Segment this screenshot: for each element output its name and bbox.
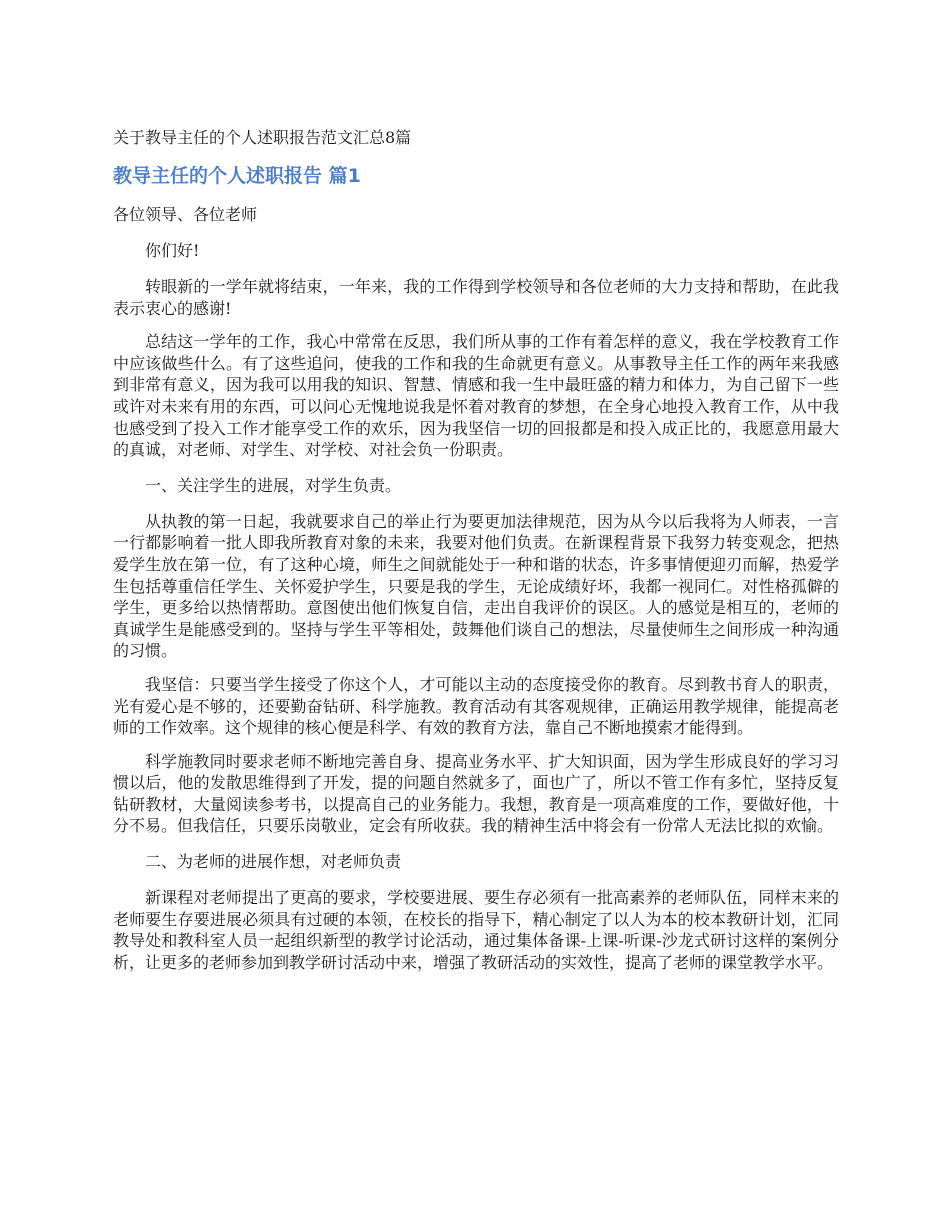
paragraph-new-curriculum: 新课程对老师提出了更高的要求，学校要进展、要生存必须有一批高素养的老师队伍，同样末来的老师要生存要进展必须具有过硬的本领，在校长的指导下，精心制定了以人为本的校本教研计划，汇同教导处和教科室人员一起组织新型的教学讨论活动，通过集体备课-上课-听课-沙龙式研讨这样的案例分析，让更多的老师参加到教学研讨活动中来，增强了教研活动的实效性，提高了老师的课堂教学水平。 — [113, 888, 839, 972]
paragraph-scientific-teaching: 科学施教同时要求老师不断地完善自身、提高业务水平、扩大知识面，因为学生形成良好的学习习惯以后，他的发散思维得到了开发，提的问题自然就多了，面也广了，所以不管工作有多忙，坚持反复钻研教材，大量阅读参考书，以提高自己的业务能力。我想，教育是一项高难度的工作，要做好他，十分不易。但我信任，只要乐岗敬业，定会有所收获。我的精神生活中将会有一份常人无法比拟的欢愉。 — [113, 751, 839, 836]
document-title: 关于教导主任的个人述职报告范文汇总8篇 — [113, 128, 412, 147]
paragraph-belief: 我坚信：只要当学生接受了你这个人，才可能以主动的态度接受你的教育。尽到教书育人的职责，光有爱心是不够的，还要勤奋钻研、科学施教。教育活动有其客观规律，正确运用教学规律，能提高老师的工作效率。这个规律的核心便是科学、有效的教育方法，靠自己不断地摸索才能得到。 — [113, 674, 839, 738]
subheading-teachers: 二、为老师的进展作想，对老师负责 — [145, 852, 402, 872]
document-page — [113, 124, 839, 985]
paragraph-thanks: 转眼新的一学年就将结束，一年来，我的工作得到学校领导和各位老师的大力支持和帮助，在此我表示衷心的感谢! — [113, 277, 839, 318]
salutation: 各位领导、各位老师 — [113, 205, 258, 224]
greeting-paragraph: 你们好! — [145, 241, 200, 260]
section-heading: 教导主任的个人述职报告 篇1 — [113, 165, 361, 187]
subheading-students: 一、关注学生的进展，对学生负责。 — [145, 475, 402, 495]
paragraph-reflection: 总结这一学年的工作，我心中常常在反思，我们所从事的工作有着怎样的意义，我在学校教育工作中应该做些什么。有了这些追问，使我的工作和我的生命就更有意义。从事教导主任工作的两年来我感到非常有意义，因为我可以用我的知识、智慧、情感和我一生中最旺盛的精力和体力，为自己留下一些或许对未来有用的东西，可以问心无愧地说我是怀着对教育的梦想，在全身心地投入教育工作，从中我也感受到了投入工作才能享受工作的欢乐，因为我坚信一切的回报都是和投入成正比的，我愿意用最大的真诚，对老师、对学生、对学校、对社会负一份职责。 — [113, 332, 839, 460]
paragraph-conduct: 从执教的第一日起，我就要求自己的举止行为要更加法律规范，因为从今以后我将为人师表，一言一行都影响着一批人即我所教育对象的未来，我要对他们负责。在新课程背景下我努力转变观念，把热爱学生放在第一位，有了这种心境，师生之间就能处于一种和谐的状态，许多事情便迎刃而解，热爱学生包括尊重信任学生、关怀爱护学生，只要是我的学生，无论成绩好坏，我都一视同仁。对性格孤僻的学生，更多给以热情帮助。意图使出他们恢复自信，走出自我评价的误区。人的感觉是相互的，老师的真诚学生是能感受到的。坚持与学生平等相处，鼓舞他们谈自己的想法，尽量使师生之间形成一种沟通的习惯。 — [113, 511, 839, 661]
